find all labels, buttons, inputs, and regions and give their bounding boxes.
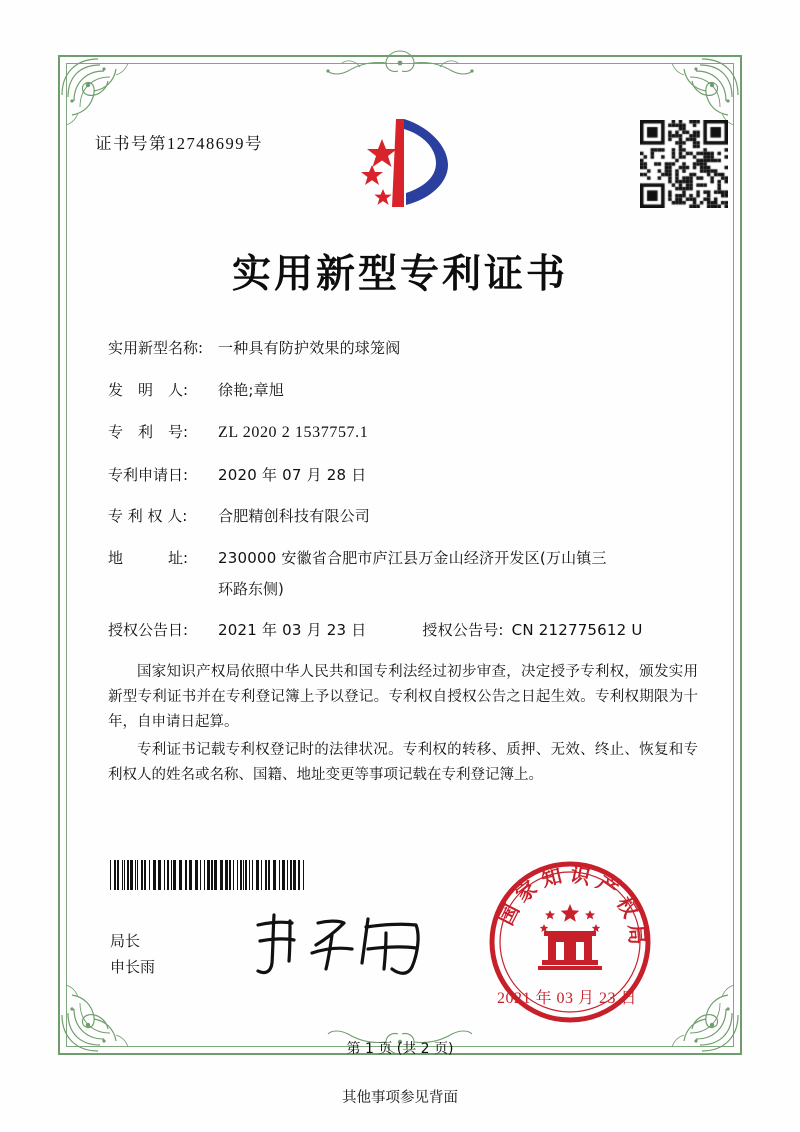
signature-block (110, 928, 155, 980)
field-patent-number (108, 422, 708, 444)
field-value: 2020 年 07 月 28 日 (218, 465, 367, 484)
back-side-note: 其他事项参见背面 (342, 1090, 458, 1106)
qr-code (640, 120, 728, 208)
field-list (108, 338, 708, 662)
field-label: 地 址: (108, 549, 189, 568)
field-label: 专 利 号: (108, 422, 189, 441)
field-label: 实用新型名称: (108, 339, 204, 357)
grant-number-label: 授权公告号: (422, 620, 504, 639)
field-label: 专利申请日: (108, 465, 189, 484)
body-text (108, 660, 698, 791)
grant-date-label: 授权公告日: (108, 620, 189, 639)
signature-role: 局长 (110, 932, 141, 950)
field-patentee (108, 506, 708, 526)
field-address (108, 548, 708, 568)
certificate-number: 证书号第12748699号 (95, 134, 263, 153)
barcode (110, 860, 306, 890)
page-title: 实用新型专利证书 (231, 252, 568, 297)
field-value: 230000 安徽省合肥市庐江县万金山经济开发区(万山镇三 (218, 549, 607, 568)
paragraph-1: 国家知识产权局依照中华人民共和国专利法经过初步审查，决定授予专利权，颁发实用新型专利证书并在专利登记簿上予以登记。专利权自授权公告之日起生效。专利权期限为十年，自申请日起算。 (108, 664, 698, 730)
field-label: 专 利 权 人: (108, 507, 188, 526)
paragraph-2: 专利证书记载专利权登记时的法律状况。专利权的转移、质押、无效、终止、恢复和专利权人的姓名或名称、国籍、地址变更等事项记载在专利登记簿上。 (108, 742, 698, 783)
grant-date-value: 2021 年 03 月 23 日 (218, 620, 367, 639)
field-value: 合肥精创科技有限公司 (218, 507, 371, 526)
field-application-date (108, 465, 708, 485)
grant-number-value: CN 212775612 U (511, 620, 643, 639)
field-inventor (108, 380, 708, 400)
field-value: 徐艳;章旭 (218, 380, 285, 399)
page-number: 第 1 页 (共 2 页) (346, 1041, 454, 1057)
field-value: ZL 2020 2 1537757.1 (218, 423, 369, 441)
cnipa-logo-icon (352, 113, 460, 213)
top-center-ornament (300, 47, 500, 83)
field-label: 发 明 人: (108, 380, 189, 399)
field-value: 一种具有防护效果的球笼阀 (218, 339, 401, 357)
signature-name: 申长雨 (110, 958, 156, 976)
field-utility-model-name (108, 338, 708, 358)
handwritten-signature-icon (240, 905, 440, 985)
field-grant-row (108, 620, 708, 640)
seal-arc-text: 国家知识产权局 (493, 861, 650, 952)
field-address-line2: 环路东侧) (218, 579, 284, 598)
seal-date: 2021 年 03 月 23 日 (497, 990, 638, 1007)
